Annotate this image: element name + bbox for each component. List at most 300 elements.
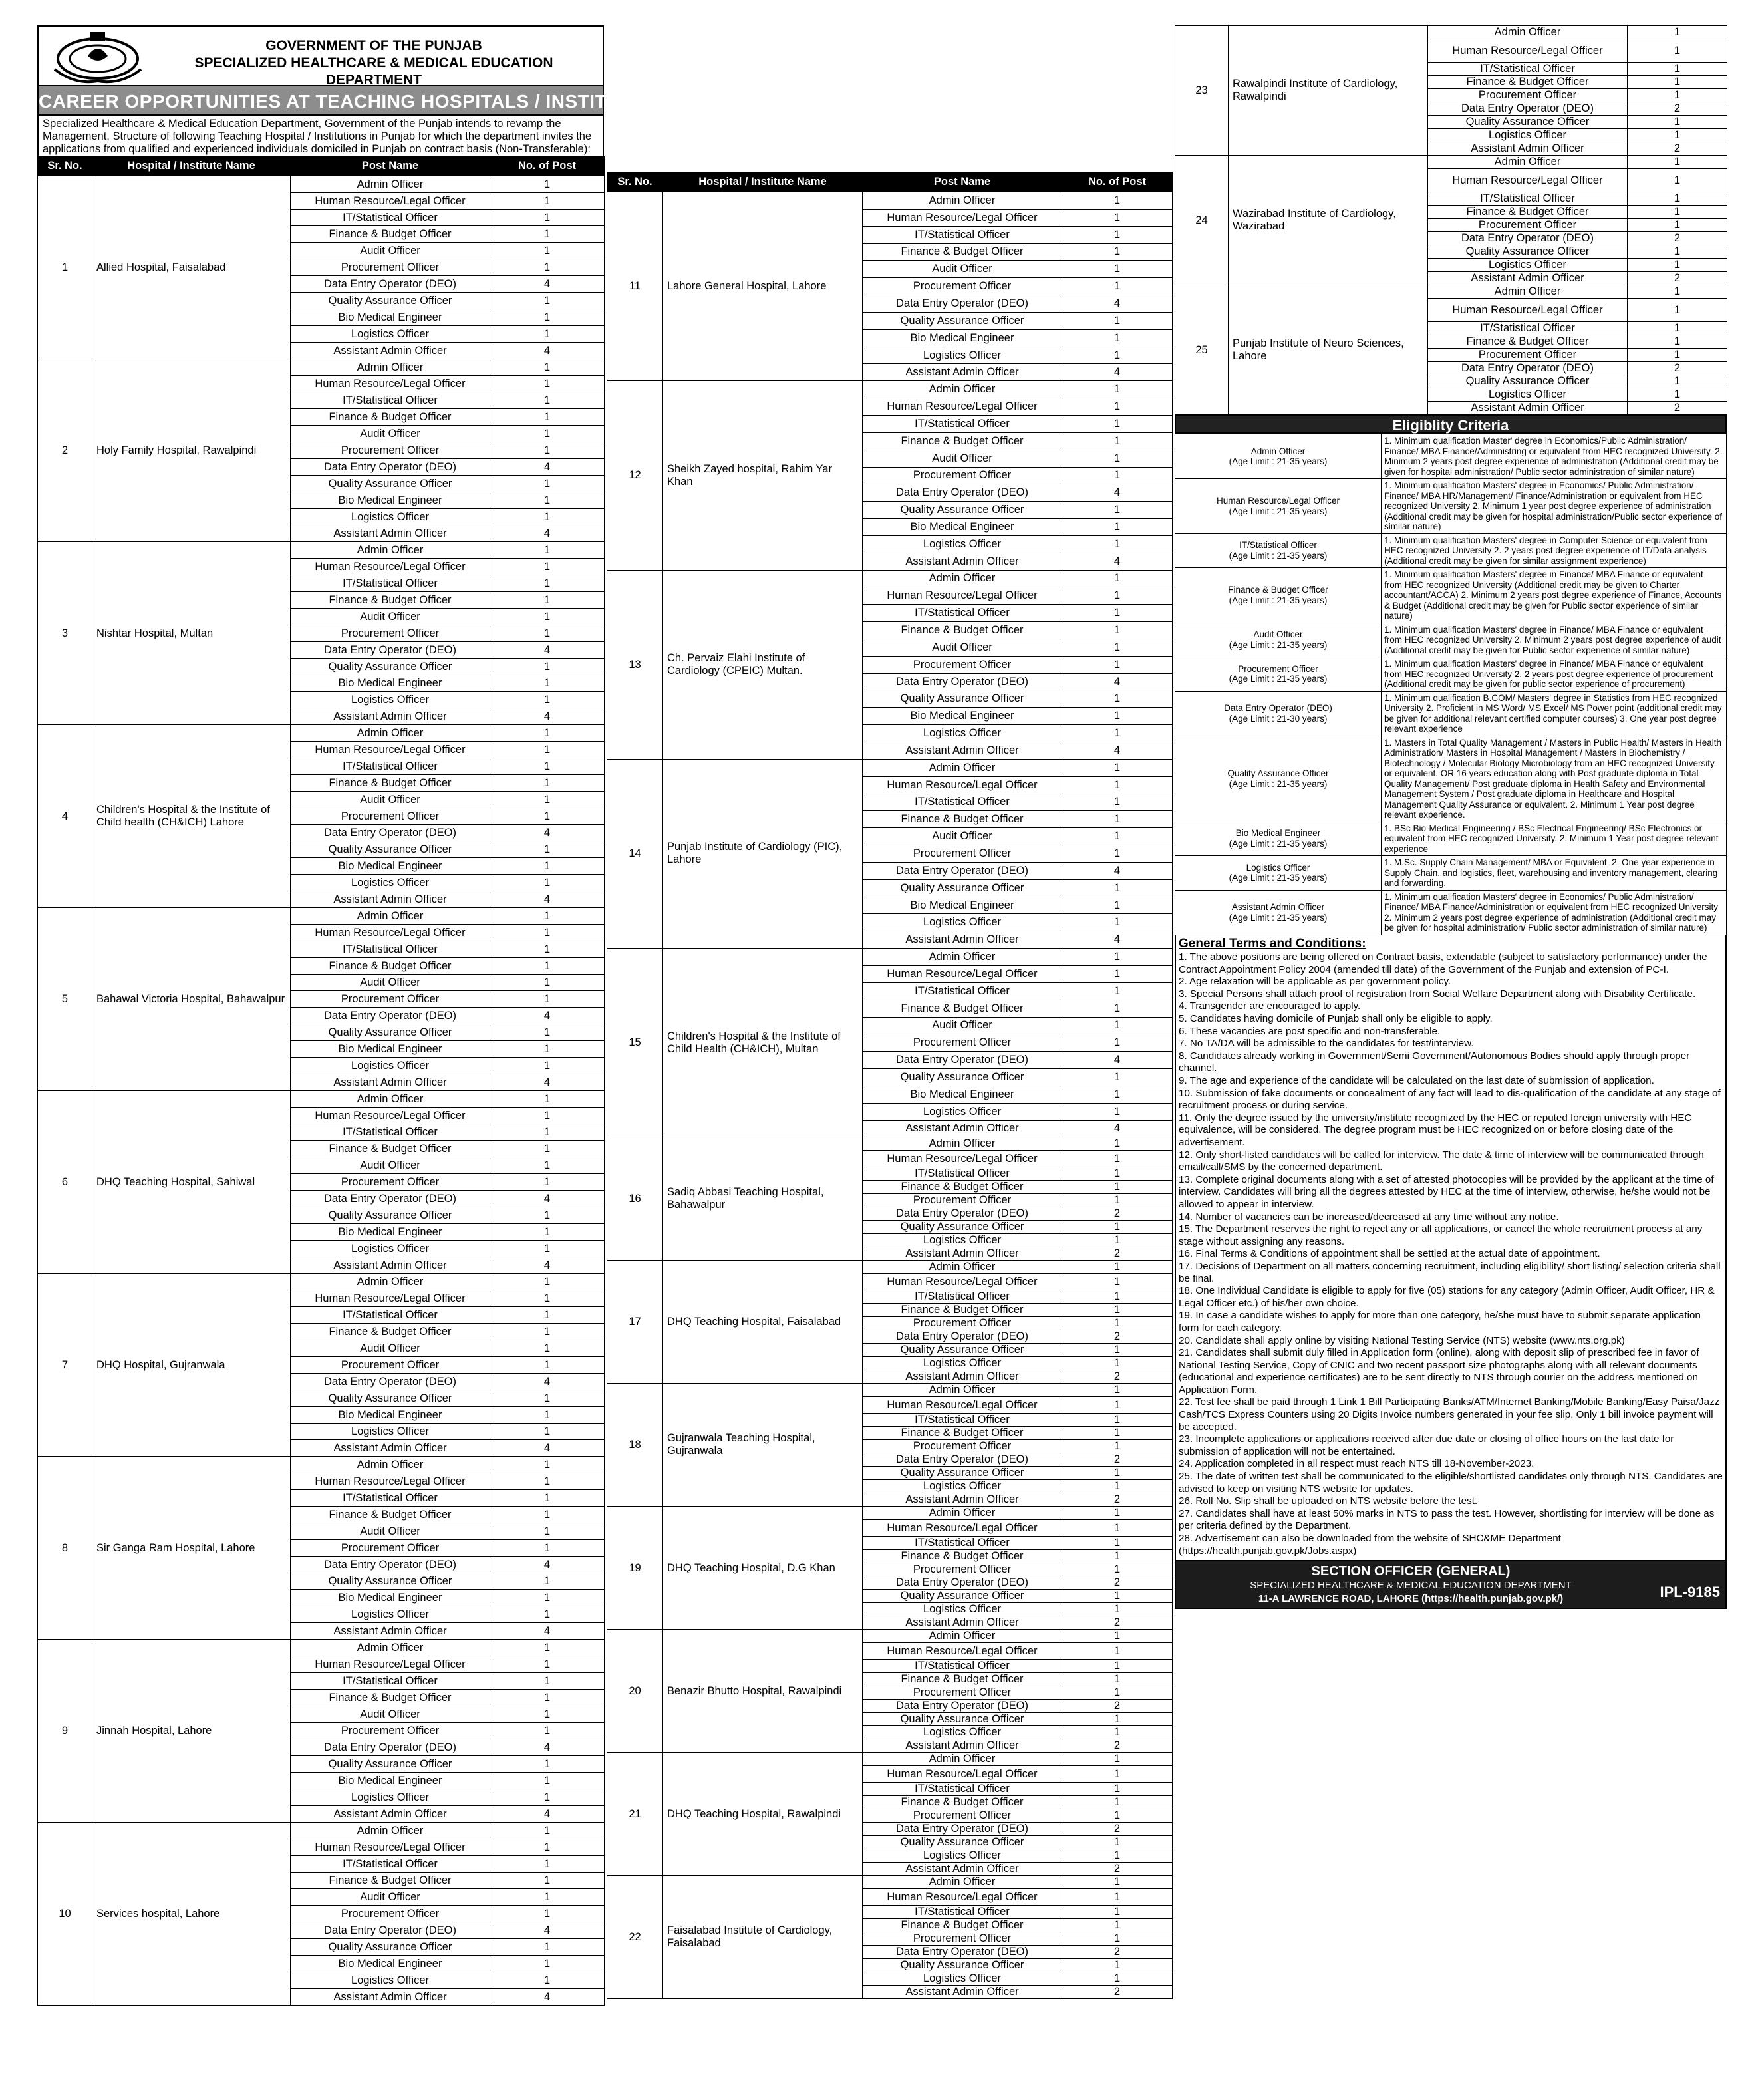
post-count: 1 <box>1062 209 1173 226</box>
post-count: 1 <box>1062 1440 1173 1453</box>
post-count: 1 <box>1628 89 1727 102</box>
post-count: 1 <box>1062 1753 1173 1766</box>
post-count: 2 <box>1062 1863 1173 1876</box>
serial-number: 5 <box>38 908 92 1091</box>
post-count: 1 <box>490 326 605 343</box>
post-name: Quality Assurance Officer <box>291 1024 490 1041</box>
eligibility-post-name: Logistics Officer <box>1246 862 1310 873</box>
post-name: Logistics Officer <box>291 326 490 343</box>
post-name: Procurement Officer <box>291 442 490 459</box>
post-name: Procurement Officer <box>291 1723 490 1739</box>
post-count: 1 <box>1062 1137 1173 1151</box>
post-name: Finance & Budget Officer <box>863 622 1062 639</box>
post-name: Quality Assurance Officer <box>291 1207 490 1224</box>
table-row <box>607 381 1173 398</box>
eligibility-criteria: 1. Minimum qualification Master' degree in Economics/Public Administration/ Finance/ MBA Finance/Administring or equivalent from HEC recognized University. 2. Minimum 2 years post degree experience of administration (Additional credit may be given for hospital administration/ Public sector administration of similar nature) <box>1382 434 1727 479</box>
term-item: 4. Transgender are encouraged to apply. <box>1179 1000 1361 1012</box>
post-name: Data Entry Operator (DEO) <box>863 1700 1062 1713</box>
post-name: Finance & Budget Officer <box>863 811 1062 828</box>
post-name: Audit Officer <box>291 1889 490 1906</box>
post-name: Quality Assurance Officer <box>1428 116 1628 129</box>
post-name: Admin Officer <box>863 381 1062 398</box>
post-name: Finance & Budget Officer <box>863 1673 1062 1686</box>
post-count: 1 <box>490 1690 605 1706</box>
post-name: Procurement Officer <box>291 625 490 642</box>
post-count: 1 <box>490 975 605 991</box>
post-count: 1 <box>1062 1000 1173 1017</box>
post-name: Bio Medical Engineer <box>291 1041 490 1058</box>
post-count: 1 <box>490 476 605 492</box>
post-count: 1 <box>1628 26 1727 39</box>
post-name: Finance & Budget Officer <box>291 409 490 426</box>
post-count: 1 <box>490 742 605 758</box>
post-name: Quality Assurance Officer <box>863 1467 1062 1480</box>
post-count: 1 <box>490 858 605 875</box>
term-item: 9. The age and experience of the candidate will be calculated on the last date of submission of application. <box>1179 1075 1654 1087</box>
post-count: 1 <box>1062 312 1173 329</box>
serial-number: 25 <box>1175 285 1229 415</box>
post-name: Logistics Officer <box>863 1480 1062 1493</box>
term-item: 20. Candidate shall apply online by visiting National Testing Service (NTS) website (www.nts.org.pk) <box>1179 1334 1625 1346</box>
post-count: 1 <box>490 1058 605 1074</box>
eligibility-age-limit: (Age Limit : 21-35 years) <box>1229 550 1328 561</box>
post-count: 1 <box>490 1141 605 1157</box>
eligibility-post <box>1175 856 1382 891</box>
table-row <box>607 949 1173 966</box>
post-name: Finance & Budget Officer <box>1428 335 1628 349</box>
post-name: IT/Statistical Officer <box>291 1856 490 1873</box>
eligibility-post-name: Data Entry Operator (DEO) <box>1224 703 1332 713</box>
department-title: SPECIALIZED HEALTHCARE & MEDICAL EDUCATION DEPARTMENT <box>194 55 553 88</box>
hospital-name: Rawalpindi Institute of Cardiology, Rawalpindi <box>1229 26 1428 156</box>
post-name: Admin Officer <box>863 1137 1062 1151</box>
post-count: 2 <box>1062 1453 1173 1467</box>
career-banner: CAREER OPPORTUNITIES AT TEACHING HOSPITALS / INSTITUTES UNDER SHC&ME DEPARTMENT <box>37 85 604 116</box>
post-name: Assistant Admin Officer <box>1428 402 1628 415</box>
post-name: Admin Officer <box>1428 26 1628 39</box>
eligibility-age-limit: (Age Limit : 21-35 years) <box>1229 838 1328 849</box>
eligibility-row <box>1175 479 1727 534</box>
post-count: 4 <box>490 1374 605 1390</box>
post-count: 1 <box>1062 1520 1173 1537</box>
post-count: 1 <box>1062 1959 1173 1972</box>
table-row <box>38 1457 605 1473</box>
post-count: 1 <box>1062 965 1173 982</box>
post-count: 1 <box>1062 1766 1173 1783</box>
hospital-name: DHQ Teaching Hospital, D.G Khan <box>663 1507 863 1630</box>
post-name: Finance & Budget Officer <box>291 226 490 243</box>
post-count: 1 <box>490 609 605 625</box>
post-count: 1 <box>490 1673 605 1690</box>
eligibility-row <box>1175 822 1727 856</box>
post-count: 1 <box>490 1507 605 1523</box>
hospital-name: Gujranwala Teaching Hospital, Gujranwala <box>663 1384 863 1507</box>
hospital-name: Lahore General Hospital, Lahore <box>663 192 863 381</box>
post-name: Logistics Officer <box>291 692 490 708</box>
post-name: Quality Assurance Officer <box>1428 375 1628 388</box>
post-count: 1 <box>1062 347 1173 364</box>
post-name: Audit Officer <box>291 975 490 991</box>
post-count: 1 <box>490 176 605 193</box>
hospital-table <box>607 172 1173 1999</box>
eligibility-row <box>1175 434 1727 479</box>
post-count: 1 <box>490 1041 605 1058</box>
post-count: 1 <box>1628 116 1727 129</box>
post-count: 1 <box>1062 1151 1173 1167</box>
post-count: 4 <box>1062 364 1173 381</box>
post-count: 1 <box>1062 467 1173 484</box>
post-name: Assistant Admin Officer <box>863 1986 1062 1999</box>
column-middle <box>607 25 1172 1999</box>
post-name: IT/Statistical Officer <box>863 1783 1062 1796</box>
post-count: 1 <box>1062 845 1173 863</box>
post-name: Finance & Budget Officer <box>291 1141 490 1157</box>
post-name: Human Resource/Legal Officer <box>1428 299 1628 322</box>
post-count: 1 <box>490 359 605 376</box>
term-item: 28. Advertisement can also be downloaded from the website of SHC&ME Department (https://health.punjab.gov.pk/Jobs.aspx) <box>1179 1533 1561 1557</box>
post-count: 1 <box>1062 1167 1173 1181</box>
serial-number: 11 <box>607 192 663 381</box>
eligibility-row <box>1175 568 1727 623</box>
post-name: Logistics Officer <box>1428 259 1628 272</box>
table-row <box>607 1753 1173 1766</box>
term-item: 5. Candidates having domicile of Punjab shall only be eligible to apply. <box>1179 1013 1493 1025</box>
post-name: IT/Statistical Officer <box>863 1906 1062 1919</box>
table-row <box>38 725 605 742</box>
post-count: 1 <box>1062 1274 1173 1290</box>
post-name: Quality Assurance Officer <box>863 879 1062 897</box>
post-count: 4 <box>1062 1052 1173 1069</box>
post-count: 1 <box>490 1024 605 1041</box>
eligibility-post-name: Human Resource/Legal Officer <box>1216 496 1340 506</box>
footer-department: SPECIALIZED HEALTHCARE & MEDICAL EDUCATION DEPARTMENT <box>1250 1580 1572 1592</box>
post-count: 1 <box>490 1839 605 1856</box>
post-name: Human Resource/Legal Officer <box>291 1473 490 1490</box>
post-count: 1 <box>490 1856 605 1873</box>
post-name: Audit Officer <box>291 792 490 808</box>
post-count: 1 <box>1628 285 1727 299</box>
post-name: Data Entry Operator (DEO) <box>291 1008 490 1024</box>
post-count: 1 <box>490 1224 605 1241</box>
post-name: IT/Statistical Officer <box>291 758 490 775</box>
column-header: Sr. No. <box>607 172 663 192</box>
post-count: 1 <box>1628 169 1727 192</box>
post-name: Finance & Budget Officer <box>291 1324 490 1340</box>
post-count: 1 <box>490 758 605 775</box>
post-name: Data Entry Operator (DEO) <box>863 1946 1062 1959</box>
post-name: Quality Assurance Officer <box>863 502 1062 519</box>
post-count: 1 <box>1628 299 1727 322</box>
post-count: 4 <box>1062 1120 1173 1137</box>
post-name: Human Resource/Legal Officer <box>863 1274 1062 1290</box>
post-count: 1 <box>490 675 605 692</box>
post-count: 2 <box>1628 142 1727 156</box>
post-count: 1 <box>1628 322 1727 335</box>
post-count: 1 <box>490 908 605 925</box>
ipl-code: IPL-9185 <box>1660 1584 1720 1601</box>
post-count: 4 <box>490 825 605 841</box>
post-count: 1 <box>1628 219 1727 232</box>
table-header-row <box>607 172 1173 192</box>
post-name: Quality Assurance Officer <box>1428 245 1628 259</box>
post-name: Audit Officer <box>863 639 1062 656</box>
post-count: 1 <box>490 1424 605 1440</box>
post-name: Assistant Admin Officer <box>291 1440 490 1457</box>
post-name: Finance & Budget Officer <box>863 1000 1062 1017</box>
post-count: 4 <box>490 276 605 293</box>
post-count: 2 <box>1628 272 1727 285</box>
post-name: Procurement Officer <box>863 1440 1062 1453</box>
post-count: 1 <box>490 1823 605 1839</box>
post-name: IT/Statistical Officer <box>291 1307 490 1324</box>
post-name: Assistant Admin Officer <box>291 1257 490 1274</box>
post-name: Audit Officer <box>291 1340 490 1357</box>
post-name: Procurement Officer <box>863 845 1062 863</box>
hospital-name: DHQ Teaching Hospital, Rawalpindi <box>663 1753 863 1876</box>
post-name: Assistant Admin Officer <box>291 1806 490 1823</box>
post-count: 1 <box>1062 502 1173 519</box>
post-count: 1 <box>1062 690 1173 708</box>
post-name: Quality Assurance Officer <box>291 1756 490 1773</box>
post-name: Logistics Officer <box>291 1606 490 1623</box>
post-name: Admin Officer <box>291 1457 490 1473</box>
post-count: 4 <box>490 1623 605 1640</box>
post-count: 1 <box>1628 39 1727 63</box>
post-count: 1 <box>1062 519 1173 536</box>
post-name: Bio Medical Engineer <box>291 1956 490 1972</box>
serial-number: 20 <box>607 1630 663 1753</box>
eligibility-age-limit: (Age Limit : 21-35 years) <box>1229 778 1328 789</box>
post-count: 1 <box>1062 897 1173 914</box>
post-name: IT/Statistical Officer <box>863 1167 1062 1181</box>
term-item: 15. The Department reserves the right to reject any or all applications, or cancel the whole recruitment process at any stage without assigning any reasons. <box>1179 1223 1703 1247</box>
post-name: Quality Assurance Officer <box>863 1069 1062 1086</box>
column-header: No. of Post <box>1062 172 1173 192</box>
post-count: 1 <box>1062 1563 1173 1576</box>
post-count: 1 <box>490 1939 605 1956</box>
post-name: Assistant Admin Officer <box>291 343 490 359</box>
post-count: 2 <box>1062 1946 1173 1959</box>
post-count: 4 <box>490 1989 605 2006</box>
post-name: Finance & Budget Officer <box>291 775 490 792</box>
post-count: 1 <box>490 376 605 392</box>
term-item: 18. One Individual Candidate is eligible to apply for five (05) stations for any category (Admin Officer, Audit Officer, HR & Legal Officer etc.) of his/her own choice. <box>1179 1285 1715 1309</box>
advertisement-page <box>37 25 1727 2047</box>
post-count: 2 <box>1062 1616 1173 1630</box>
post-name: Assistant Admin Officer <box>863 1739 1062 1753</box>
post-name: Logistics Officer <box>863 1849 1062 1863</box>
eligibility-row <box>1175 533 1727 568</box>
table-row <box>38 1823 605 1839</box>
serial-number: 1 <box>38 176 92 359</box>
terms-title: General Terms and Conditions: <box>1179 936 1366 951</box>
post-name: Procurement Officer <box>291 991 490 1008</box>
government-title: GOVERNMENT OF THE PUNJAB <box>265 38 482 53</box>
column-right <box>1175 25 1727 1609</box>
post-name: Quality Assurance Officer <box>863 1713 1062 1726</box>
term-item: 21. Candidates shall submit duly filled in Application form (online), along with deposit slip of prescribed fee in favor of National Testing Service, Copy of CNIC and two recent passport size photographs along with all relevant documents (educational and experience certificates) are to be sent directly to NTS through courier on the address mentioned on Application Form. <box>1179 1347 1699 1396</box>
eligibility-post-name: Finance & Budget Officer <box>1228 585 1328 595</box>
post-count: 1 <box>490 1573 605 1590</box>
eligibility-criteria: 1. Minimum qualification Masters' degree in Computer Science or equivalent from HEC recognized University 2. 2 years post degree experience of IT/Data analysis (Additional credit may be given for similar assignment experience) <box>1382 533 1727 568</box>
hospital-name: DHQ Teaching Hospital, Sahiwal <box>92 1091 291 1274</box>
post-name: IT/Statistical Officer <box>863 1290 1062 1304</box>
post-name: IT/Statistical Officer <box>291 941 490 958</box>
post-name: Audit Officer <box>291 1523 490 1540</box>
post-count: 4 <box>490 459 605 476</box>
post-name: Bio Medical Engineer <box>291 309 490 326</box>
post-count: 1 <box>1062 570 1173 587</box>
post-count: 1 <box>1628 76 1727 89</box>
term-item: 6. These vacancies are post specific and non-transferable. <box>1179 1025 1441 1037</box>
post-name: Procurement Officer <box>863 1317 1062 1330</box>
hospital-name: Nishtar Hospital, Multan <box>92 542 291 725</box>
post-name: Human Resource/Legal Officer <box>1428 169 1628 192</box>
post-count: 1 <box>1062 1809 1173 1823</box>
post-name: IT/Statistical Officer <box>863 1414 1062 1427</box>
post-count: 1 <box>1062 982 1173 1000</box>
post-count: 1 <box>490 575 605 592</box>
post-count: 1 <box>1062 1783 1173 1796</box>
table-row <box>38 1640 605 1656</box>
post-count: 4 <box>490 1008 605 1024</box>
post-count: 1 <box>490 1606 605 1623</box>
post-count: 1 <box>490 1656 605 1673</box>
post-count: 2 <box>1062 1823 1173 1836</box>
intro-text: Specialized Healthcare & Medical Education Department, Government of the Punjab intends to revamp the Management, Structure of following Teaching Hospital / Institutions in Punjab for which the department invites the applications from qualified and experienced individuals domiciled in Punjab on contract basis (Non-Transferable): <box>37 116 604 156</box>
post-name: IT/Statistical Officer <box>863 226 1062 243</box>
eligibility-post <box>1175 533 1382 568</box>
eligibility-criteria: 1. Masters in Total Quality Management / Masters in Public Health/ Masters in Health Administration/ Masters in Hospital Management / Masters in Biochemistry / Biotechnology / Molecular Biology Microbiology from an HEC recognized University or equivalent. OR 16 years education along with Post graduate diploma in Total Quality Management/ Post graduate diploma in Health Safety and Environmental Management System / Post graduate diploma in Healthcare and Hospital Management Quality Assurance or equivalent. 2. Minimum 1 Year post degree relevant experience. <box>1382 736 1727 822</box>
eligibility-post <box>1175 623 1382 657</box>
post-count: 1 <box>1062 1889 1173 1906</box>
post-count: 1 <box>1628 206 1727 219</box>
post-name: IT/Statistical Officer <box>291 392 490 409</box>
post-name: Assistant Admin Officer <box>1428 272 1628 285</box>
post-name: Human Resource/Legal Officer <box>291 742 490 758</box>
post-name: Admin Officer <box>863 1384 1062 1397</box>
post-name: Procurement Officer <box>863 1809 1062 1823</box>
post-name: Bio Medical Engineer <box>291 675 490 692</box>
serial-number: 23 <box>1175 26 1229 156</box>
eligibility-age-limit: (Age Limit : 21-35 years) <box>1229 912 1328 923</box>
post-count: 4 <box>490 1922 605 1939</box>
post-count: 2 <box>1062 1493 1173 1507</box>
post-count: 4 <box>1062 862 1173 879</box>
post-count: 4 <box>1062 484 1173 502</box>
post-name: Audit Officer <box>291 243 490 259</box>
table-row <box>607 1137 1173 1151</box>
column-header: Hospital / Institute Name <box>92 156 291 176</box>
post-name: Assistant Admin Officer <box>863 1616 1062 1630</box>
post-name: Procurement Officer <box>1428 89 1628 102</box>
post-name: Data Entry Operator (DEO) <box>863 484 1062 502</box>
post-name: Finance & Budget Officer <box>1428 206 1628 219</box>
post-name: Admin Officer <box>863 759 1062 776</box>
post-name: Assistant Admin Officer <box>291 1989 490 2006</box>
serial-number: 8 <box>38 1457 92 1640</box>
post-count: 4 <box>490 642 605 659</box>
eligibility-criteria: 1. M.Sc. Supply Chain Management/ MBA or Equivalent. 2. One year experience in Supply Chain, and logistics, fleet, warehousing and inventory management, clearing and forwarding. <box>1382 856 1727 891</box>
eligibility-criteria: 1. Minimum qualification Masters' degree in Finance/ MBA Finance or equivalent from HEC recognized University 2. Minimum 2 years post degree experience of audit (Additional credit may be given for Public sector experience of similar nature) <box>1382 623 1727 657</box>
eligibility-age-limit: (Age Limit : 21-30 years) <box>1229 713 1328 724</box>
post-name: Logistics Officer <box>863 914 1062 931</box>
post-count: 2 <box>1062 1370 1173 1384</box>
term-item: 1. The above positions are being offered on Contract basis, extendable (subject to satisfactory performance) under the Contract Appointment Policy 2004 (amended till date) of the Government of the Punjab and extension of PC-I. <box>1179 951 1707 975</box>
hospital-table-3 <box>1175 25 1727 415</box>
post-count: 1 <box>1062 381 1173 398</box>
post-count: 1 <box>1062 1384 1173 1397</box>
post-count: 1 <box>1062 450 1173 467</box>
post-name: Procurement Officer <box>863 1034 1062 1052</box>
serial-number: 12 <box>607 381 663 570</box>
post-name: Data Entry Operator (DEO) <box>1428 362 1628 375</box>
term-item: 8. Candidates already working in Government/Semi Government/Autonomous Bodies should apply through proper channel. <box>1179 1050 1690 1074</box>
eligibility-row <box>1175 691 1727 736</box>
post-count: 2 <box>1062 1700 1173 1713</box>
eligibility-row <box>1175 856 1727 891</box>
post-count: 1 <box>490 1307 605 1324</box>
table-row <box>607 1261 1173 1274</box>
post-name: Data Entry Operator (DEO) <box>291 1922 490 1939</box>
post-count: 1 <box>490 1773 605 1789</box>
post-count: 1 <box>490 1706 605 1723</box>
post-count: 1 <box>490 841 605 858</box>
serial-number: 21 <box>607 1753 663 1876</box>
post-count: 1 <box>1062 1317 1173 1330</box>
post-count: 1 <box>490 559 605 575</box>
post-count: 2 <box>1628 232 1727 245</box>
post-count: 1 <box>1062 1537 1173 1550</box>
post-name: Admin Officer <box>291 359 490 376</box>
post-name: Logistics Officer <box>291 1058 490 1074</box>
hospital-name: Holy Family Hospital, Rawalpindi <box>92 359 291 542</box>
post-name: Procurement Officer <box>863 656 1062 673</box>
post-count: 1 <box>1062 759 1173 776</box>
post-count: 1 <box>490 925 605 941</box>
post-count: 1 <box>490 1241 605 1257</box>
eligibility-table <box>1175 434 1727 935</box>
post-count: 1 <box>490 392 605 409</box>
post-name: Procurement Officer <box>1428 349 1628 362</box>
post-name: IT/Statistical Officer <box>863 1537 1062 1550</box>
post-name: Bio Medical Engineer <box>863 708 1062 725</box>
post-name: Procurement Officer <box>863 1194 1062 1207</box>
post-name: Logistics Officer <box>863 1726 1062 1739</box>
post-count: 1 <box>1062 415 1173 432</box>
post-count: 1 <box>1062 1919 1173 1932</box>
eligibility-title: Eligiblity Criteria <box>1175 415 1727 434</box>
post-count: 1 <box>1062 1034 1173 1052</box>
post-count: 1 <box>1062 1972 1173 1986</box>
post-count: 1 <box>490 1124 605 1141</box>
column-header: Sr. No. <box>38 156 92 176</box>
post-count: 1 <box>490 958 605 975</box>
term-item: 3. Special Persons shall attach proof of registration from Social Welfare Department along with Disability Certificate. <box>1179 988 1696 1000</box>
eligibility-age-limit: (Age Limit : 21-35 years) <box>1229 674 1328 684</box>
post-count: 1 <box>1062 1932 1173 1946</box>
post-name: Finance & Budget Officer <box>863 432 1062 450</box>
post-count: 1 <box>490 409 605 426</box>
post-name: IT/Statistical Officer <box>863 1660 1062 1673</box>
post-name: IT/Statistical Officer <box>291 1490 490 1507</box>
post-name: Bio Medical Engineer <box>863 519 1062 536</box>
post-count: 1 <box>490 1490 605 1507</box>
post-count: 4 <box>490 343 605 359</box>
post-name: Finance & Budget Officer <box>291 958 490 975</box>
post-count: 1 <box>490 1108 605 1124</box>
serial-number: 18 <box>607 1384 663 1507</box>
